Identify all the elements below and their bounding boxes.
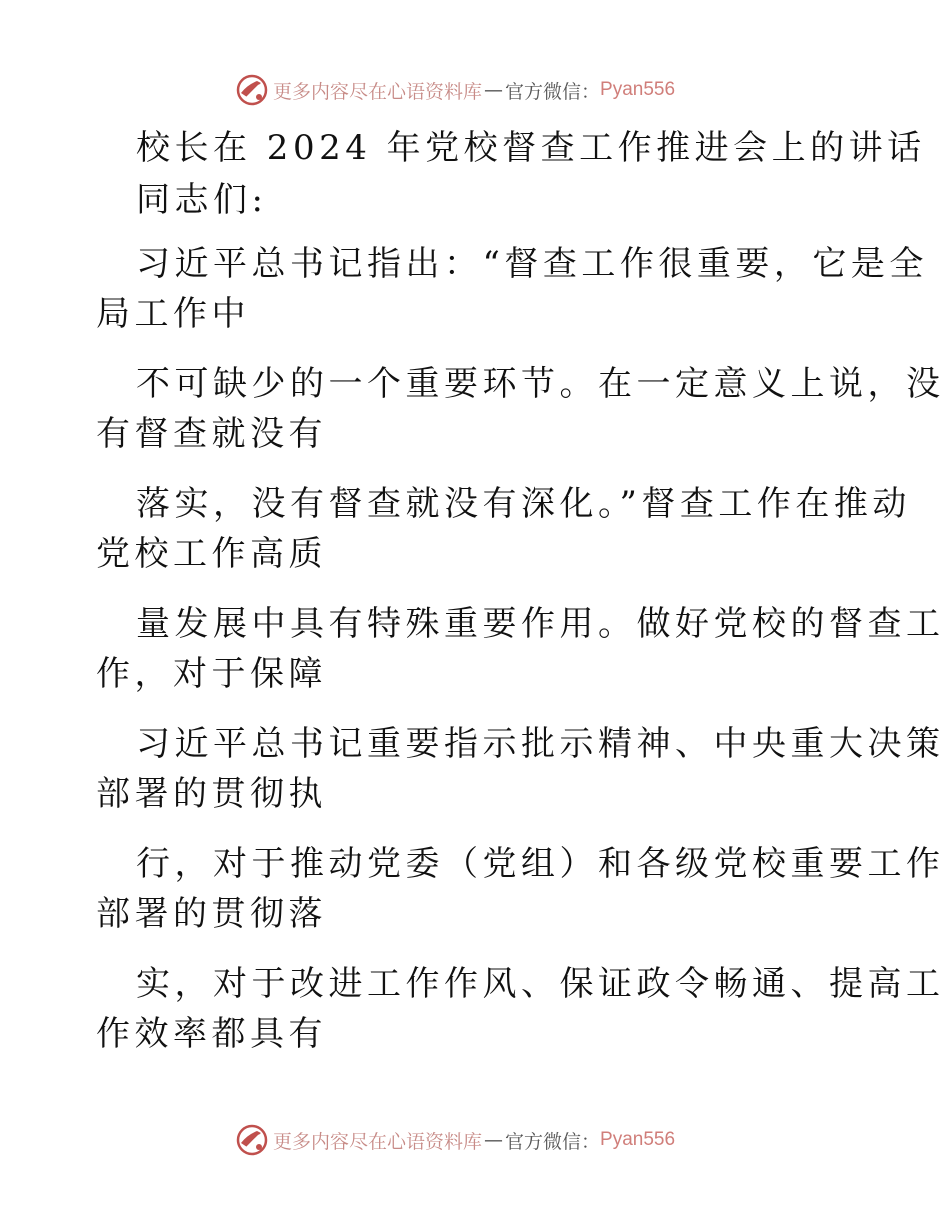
pen-seal-logo-icon xyxy=(235,73,269,107)
paragraph-line: 局工作中 xyxy=(96,294,250,334)
banner-wechat-id: Pyan556 xyxy=(600,1129,676,1150)
banner-text: 更多内容尽在心语资料库 xyxy=(273,80,483,103)
paragraph-line: 部署的贯彻落 xyxy=(96,894,327,934)
paragraph-line: 作效率都具有 xyxy=(96,1014,327,1054)
paragraph-line: 行，对于推动党委（党组）和各级党校重要工作 xyxy=(136,844,945,884)
paragraph-line: 量发展中具有特殊重要作用。做好党校的督查工 xyxy=(136,604,945,644)
header-watermark xyxy=(235,70,675,110)
paragraph-line: 习近平总书记指出：“督查工作很重要，它是全 xyxy=(136,244,928,284)
footer-watermark xyxy=(235,1120,675,1160)
paragraph-line: 不可缺少的一个重要环节。在一定意义上说，没 xyxy=(136,364,945,404)
document-title: 校长在 2024 年党校督查工作推进会上的讲话 xyxy=(136,128,926,168)
paragraph-line: 实，对于改进工作作风、保证政令畅通、提高工 xyxy=(136,964,945,1004)
banner-dash: — xyxy=(484,1129,504,1151)
banner-label: 官方微信： xyxy=(505,80,601,103)
paragraph-line: 部署的贯彻执 xyxy=(96,774,327,814)
banner-wechat-id: Pyan556 xyxy=(600,79,676,100)
paragraph-line: 有督查就没有 xyxy=(96,414,327,454)
paragraph-line: 党校工作高质 xyxy=(96,534,327,574)
banner-text: 更多内容尽在心语资料库 xyxy=(273,1130,483,1153)
pen-seal-logo-icon xyxy=(235,1123,269,1157)
document-body xyxy=(96,122,945,1078)
paragraph-line: 习近平总书记重要指示批示精神、中央重大决策 xyxy=(136,724,945,764)
paragraph-line: 作，对于保障 xyxy=(96,654,327,694)
banner-dash: — xyxy=(484,79,504,101)
paragraph-line: 落实，没有督查就没有深化。”督查工作在推动 xyxy=(136,484,911,524)
greeting: 同志们: xyxy=(136,180,268,220)
banner-label: 官方微信： xyxy=(505,1130,601,1153)
